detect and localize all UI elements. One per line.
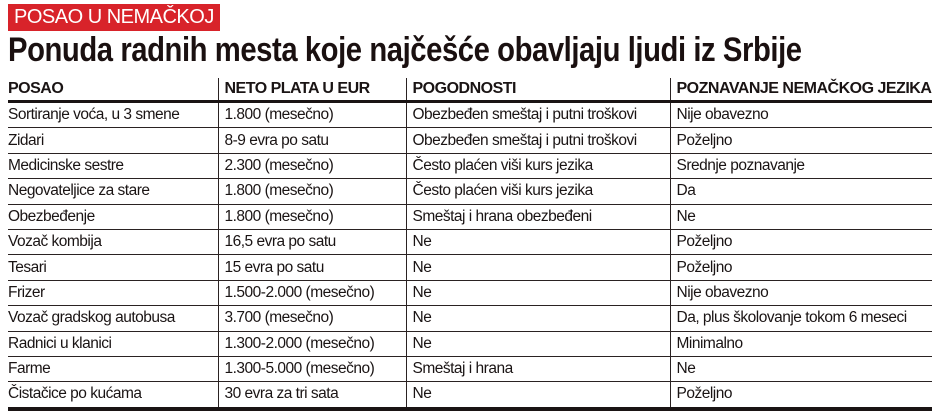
table-row [8,102,932,128]
salary-cell: 3.700 (mesečno) [218,306,406,331]
benefits-cell: Smeštaj i hrana obezbeđeni [406,204,670,229]
salary-cell: 1.300-5.000 (mesečno) [218,356,406,381]
german-cell: Poželjno [670,382,932,409]
salary-cell: 16,5 evra po satu [218,229,406,254]
column-header-job: POSAO [8,78,218,102]
page-title: Ponuda radnih mesta koje najčešće obavljaju ljudi iz Srbije [8,31,802,69]
job-cell: Zidari [8,128,218,153]
salary-cell: 1.300-2.000 (mesečno) [218,331,406,356]
benefits-cell: Ne [406,306,670,331]
table-header-row [8,78,932,102]
german-cell: Srednje poznavanje [670,153,932,178]
job-cell: Frizer [8,280,218,305]
benefits-cell: Ne [406,382,670,409]
benefits-cell: Često plaćen viši kurs jezika [406,153,670,178]
benefits-cell: Obezbeđen smeštaj i putni troškovi [406,128,670,153]
table-row [8,153,932,178]
column-header-salary: NETO PLATA U EUR [218,78,406,102]
benefits-cell: Smeštaj i hrana [406,356,670,381]
job-cell: Radnici u klanici [8,331,218,356]
german-cell: Ne [670,356,932,381]
salary-cell: 8-9 evra po satu [218,128,406,153]
salary-cell: 1.800 (mesečno) [218,204,406,229]
german-cell: Minimalno [670,331,932,356]
benefits-cell: Ne [406,229,670,254]
german-cell: Poželjno [670,229,932,254]
job-cell: Vozač kombija [8,229,218,254]
job-cell: Vozač gradskog autobusa [8,306,218,331]
german-cell: Nije obavezno [670,102,932,128]
german-cell: Nije obavezno [670,280,932,305]
job-cell: Sortiranje voća, u 3 smene [8,102,218,128]
german-cell: Ne [670,204,932,229]
table-row [8,280,932,305]
table-row [8,356,932,381]
salary-cell: 1.500-2.000 (mesečno) [218,280,406,305]
german-cell: Da, plus školovanje tokom 6 meseci [670,306,932,331]
job-cell: Čistačice po kućama [8,382,218,409]
salary-cell: 30 evra za tri sata [218,382,406,409]
column-header-benefits: POGODNOSTI [406,78,670,102]
job-cell: Obezbeđenje [8,204,218,229]
benefits-cell: Često plaćen viši kurs jezika [406,179,670,204]
german-cell: Poželjno [670,128,932,153]
table-row [8,204,932,229]
benefits-cell: Ne [406,331,670,356]
salary-cell: 15 evra po satu [218,255,406,280]
salary-cell: 2.300 (mesečno) [218,153,406,178]
salary-cell: 1.800 (mesečno) [218,102,406,128]
job-cell: Negovateljice za stare [8,179,218,204]
benefits-cell: Obezbeđen smeštaj i putni troškovi [406,102,670,128]
table-row [8,306,932,331]
job-cell: Farme [8,356,218,381]
column-header-german: POZNAVANJE NEMAČKOG JEZIKA [670,78,932,102]
table-row [8,179,932,204]
jobs-table [8,78,932,411]
table-row [8,255,932,280]
salary-cell: 1.800 (mesečno) [218,179,406,204]
table-row [8,128,932,153]
german-cell: Da [670,179,932,204]
section-label: POSAO U NEMAČKOJ [8,4,220,31]
job-cell: Tesari [8,255,218,280]
table-row [8,331,932,356]
german-cell: Poželjno [670,255,932,280]
benefits-cell: Ne [406,280,670,305]
benefits-cell: Ne [406,255,670,280]
table-row [8,229,932,254]
job-cell: Medicinske sestre [8,153,218,178]
